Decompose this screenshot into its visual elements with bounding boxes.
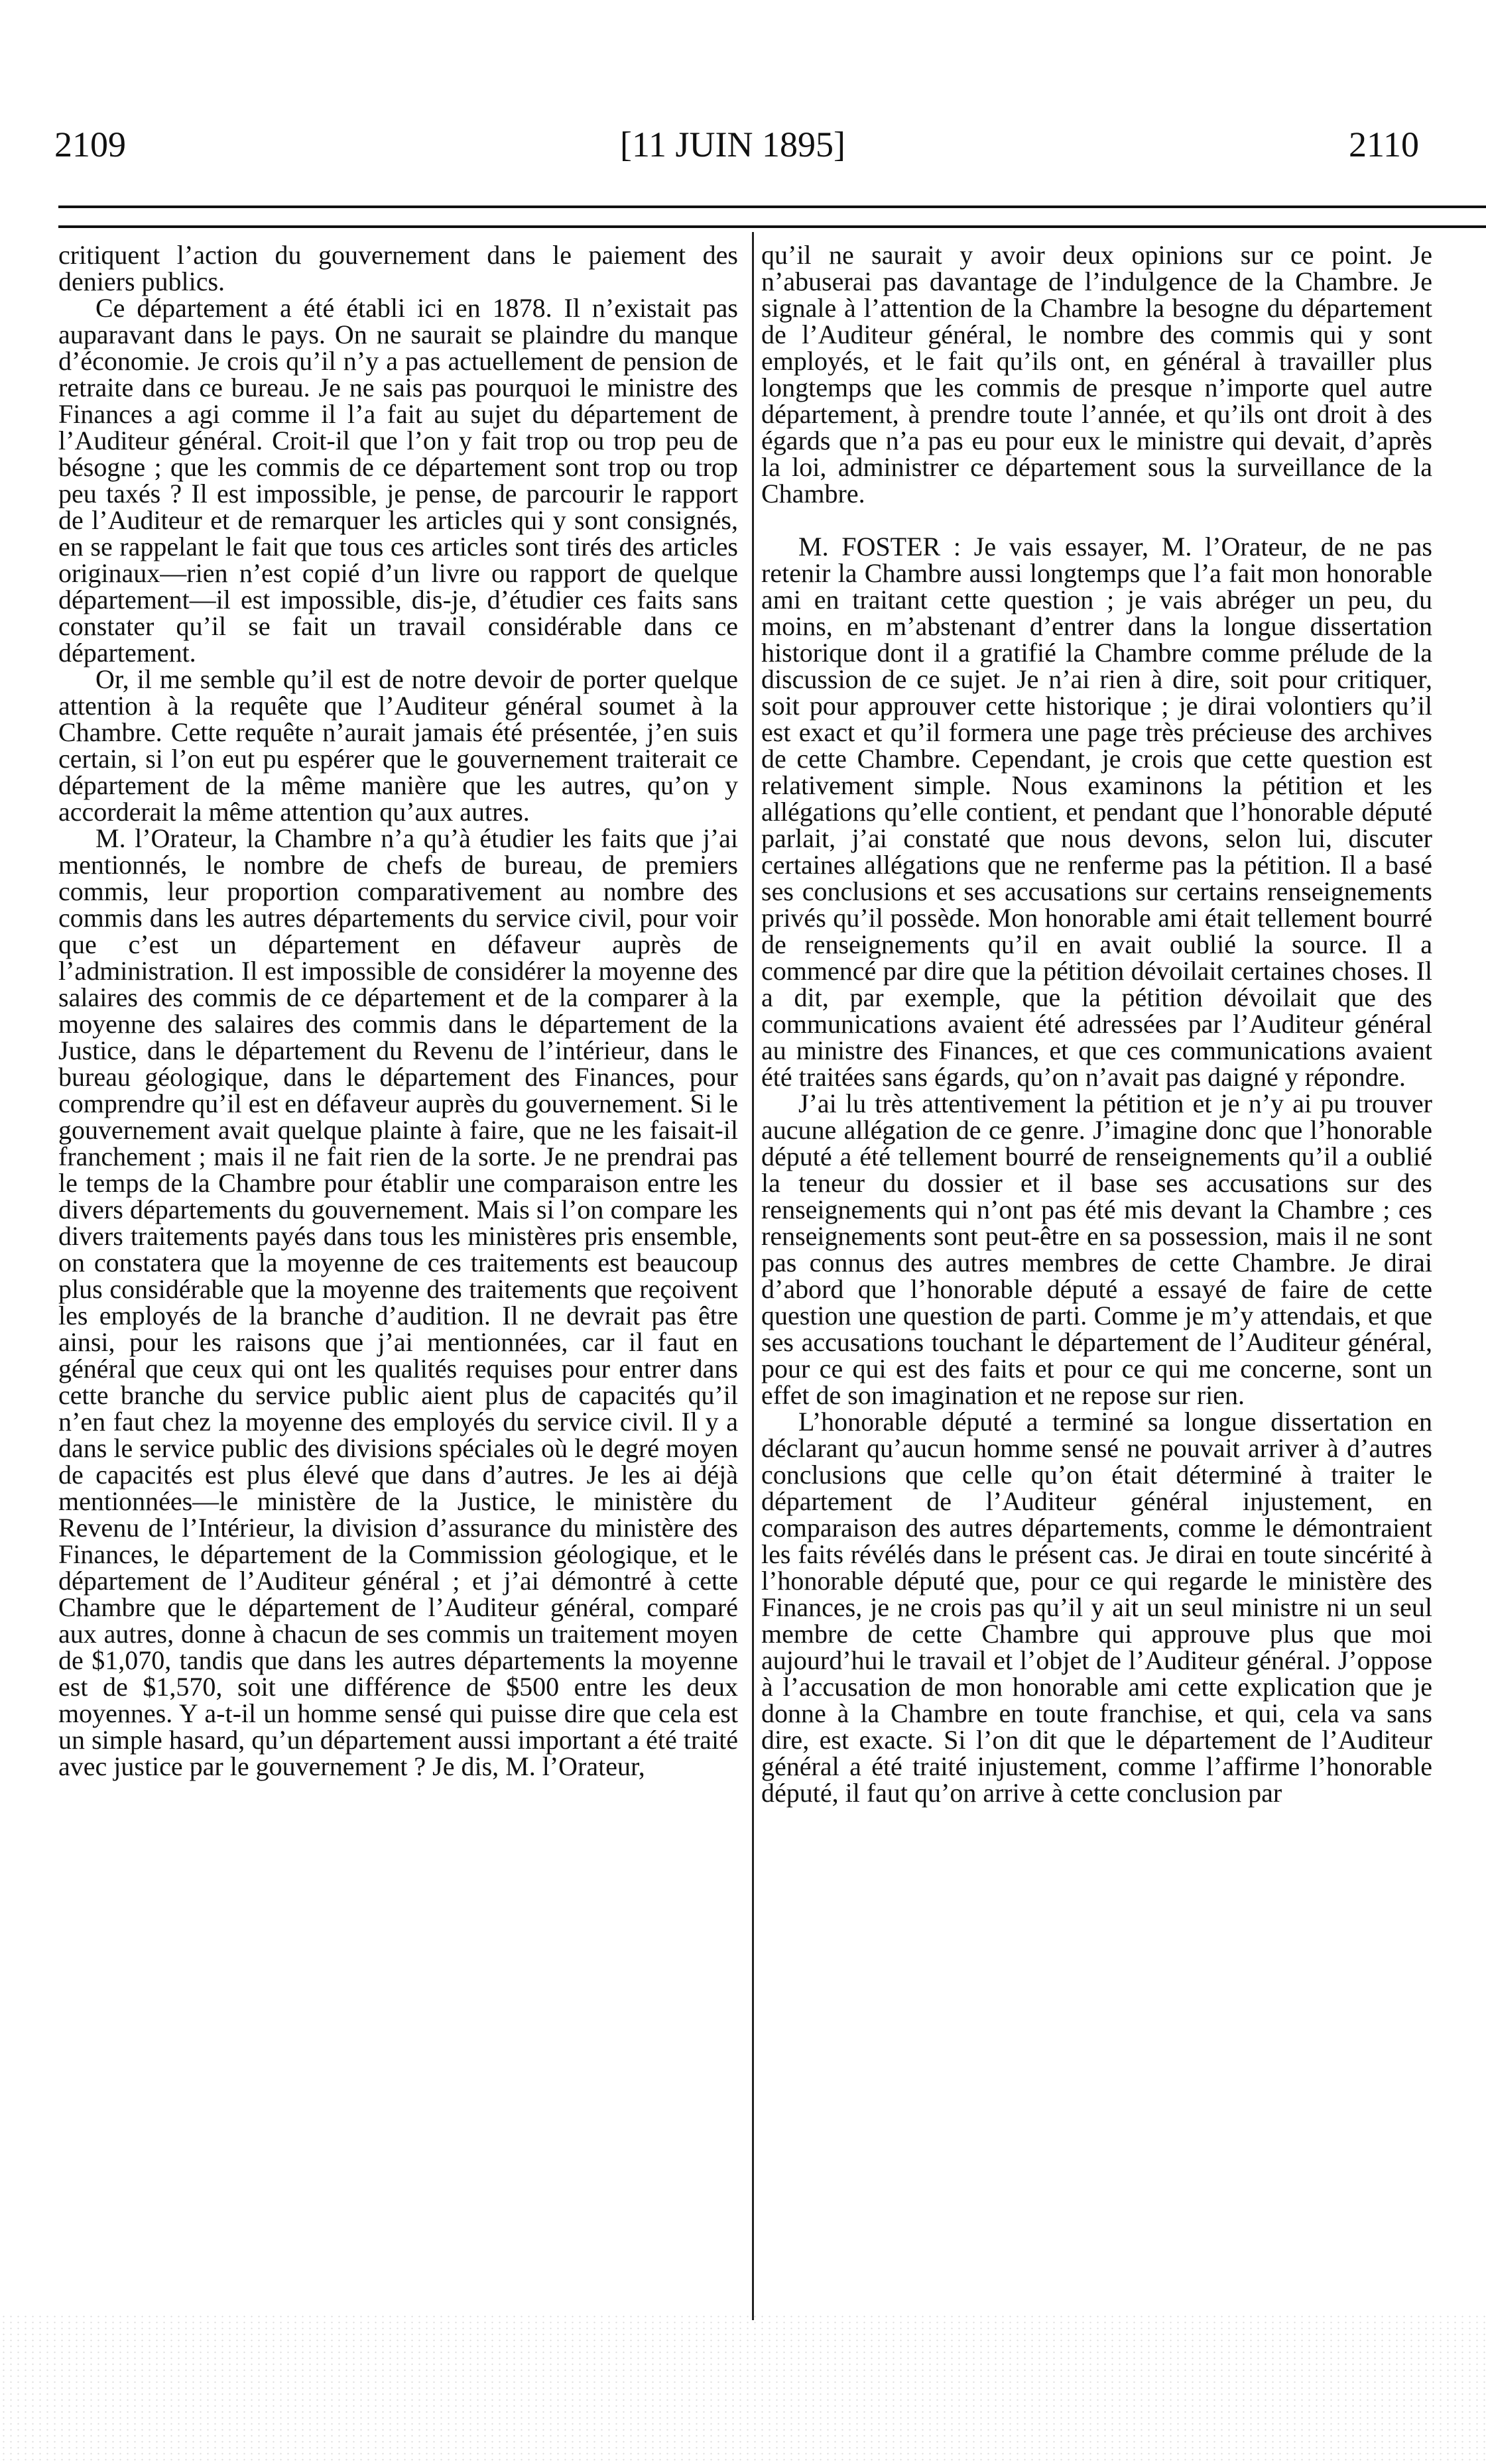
left-paragraph-4: M. l’Orateur, la Chambre n’a qu’à étudier les faits que j’ai mentionnés, le nombre de chefs de bureau, de premiers commis, leur proportion comparativement au nombre des commis dans les autres départements du service civil, pour voir que c’est un département en défaveur auprès de l’administration. Il est impossible de considérer la moyenne des salaires des commis de ce département et de la comparer à la moyenne des salaires des commis dans le département de la Justice, dans le département du Revenu de l’intérieur, dans le bureau géologique, dans le département des Finances, pour comprendre qu’il est en défaveur auprès du gouvernement. Si le gouvernement avait quelque plainte à faire, que ne les faisait-il franchement ; mais il ne fait rien de la sorte. Je ne prendrai pas le temps de la Chambre pour établir une comparaison entre les divers départements du gouvernement. Mais si l’on compare les divers traitements payés dans tous les ministères pris ensemble, on constatera que la moyenne de ces traitements est beaucoup plus considérable que la moyenne des traitements que reçoivent les employés de la branche d’audition. Il ne devrait pas être ainsi, pour les raisons que j’ai mentionnées, car il faut en général que ceux qui ont les qualités requises pour entrer dans cette branche du service public aient plus de capacités qu’il n’en faut chez la moyenne des employés du service civil. Il y a dans le service public des divisions spéciales où le degré moyen de capacités est plus élevé que dans d’autres. Je les ai déjà mentionnées—le ministère de la Justice, le ministère du Revenu de l’Intérieur, la division d’assurance du ministère des Finances, le département de la Commission géologique, et le département de l’Auditeur général ; et j’ai démontré à cette Chambre que le département de l’Auditeur général, comparé aux autres, donne à chacun de ses commis un traitement moyen de $1,070, tandis que dans les autres départements la moyenne est de $1,570, soit une différence de $500 entre les deux moyennes. Y a-t-il un homme sensé qui puisse dire que cela est un simple hasard, qu’un département aussi important a été traité avec justice par le gouvernement ? Je dis, M. l’Orateur,: [58, 823, 738, 1781]
left-paragraph-1: critiquent l’action du gouvernement dans le paiement des deniers publics.: [58, 240, 738, 296]
scan-noise: [0, 2314, 1486, 2464]
right-paragraph-4: L’honorable député a terminé sa longue dissertation en déclarant qu’aucun homme sensé ne pouvait arriver à d’autres conclusions que celle qu’on était déterminé à traiter le département de l’Auditeur général injustement, en comparaison des autres départements, comme le démontraient les faits révélés dans le présent cas. Je dirai en toute sincérité à l’honorable député que, pour ce qui regarde le ministère des Finances, je ne crois pas qu’il y ait un seul ministre ni un seul membre de cette Chambre qui approuve plus que moi aujourd’hui le travail et l’objet de l’Auditeur général. J’oppose à l’accusation de mon honorable ami cette explication que je donne à la Chambre en toute franchise, et qui, cela va sans dire, est exacte. Si l’on dit que le département de l’Auditeur général a été traité injustement, comme l’affirme l’honorable député, il faut qu’on arrive à cette conclusion par: [761, 1407, 1432, 1808]
right-paragraph-1: qu’il ne saurait y avoir deux opinions sur ce point. Je n’abuserai pas davantage de l’indulgence de la Chambre. Je signale à l’attention de la Chambre la besogne du département de l’Auditeur général, le nombre des commis qui y sont employés, et le fait qu’ils ont, en général à travailler plus longtemps que les commis de presque n’importe quel autre département, à prendre toute l’année, et qu’ils ont droit à des égards que n’a pas eu pour eux le ministre qui devait, d’après la loi, administrer ce département sous la surveillance de la Chambre.: [761, 240, 1432, 508]
column-divider: [752, 232, 754, 2320]
left-paragraph-3: Or, il me semble qu’il est de notre devoir de porter quelque attention à la requête que l’Auditeur général soumet à la Chambre. Cette requête n’aurait jamais été présentée, j’en suis certain, si l’on eut pu espérer que le gouvernement traiterait ce département de la même manière que les autres, qu’on y accorderait la même attention qu’aux autres.: [58, 664, 738, 827]
header-rule-bottom: [58, 225, 1486, 228]
speaker-name: M. FOSTER: [798, 532, 941, 561]
page-number-right: 2110: [1349, 125, 1419, 164]
page-header: [46, 118, 1419, 171]
right-column: [761, 242, 1432, 1806]
header-rule-top: [58, 205, 1486, 208]
date-heading: [11 JUIN 1895]: [620, 125, 845, 164]
foster-speech: [761, 534, 1432, 1090]
foster-speech-text: : Je vais essayer, M. l’Orateur, de ne pas retenir la Chambre aussi longtemps que l’a fait mon honorable ami en traitant cette question ; je vais abréger un peu, du moins, en m’abstenant d’entrer dans la longue dissertation historique dont il a gratifié la Chambre comme prélude de la discussion de ce sujet. Je n’ai rien à dire, soit pour critiquer, soit pour approuver cette historique ; je dirai volontiers qu’il est exact et qu’il formera une page très précieuse des archives de cette Chambre. Cependant, je crois que cette question est relativement simple. Nous examinons la pétition et les allégations qu’elle contient, et pendant que l’honorable député parlait, j’ai constaté que nous devons, selon lui, discuter certaines allégations que ne renferme pas la pétition. Il a basé ses conclusions et ses accusations sur certains renseignements privés qu’il possède. Mon honorable ami était tellement bourré de renseignements qu’il en avait oublié la source. Il a commencé par dire que la pétition dévoilait certaines choses. Il a dit, par exemple, que la pétition dévoilait que des communications avaient été adressées par l’Auditeur général au ministre des Finances, et que ces communications avaient été traitées sans égards, qu’on n’avait pas daigné y répondre.: [761, 532, 1433, 1092]
right-paragraph-3: J’ai lu très attentivement la pétition et je n’y ai pu trouver aucune allégation de ce genre. J’imagine donc que l’honorable député a été tellement bourré de renseignements qu’il a oublié la teneur du dossier et il base ses accusations sur des renseignements qui n’ont pas été mis devant la Chambre ; ces renseignements sont peut-être en sa possession, mais il ne sont pas connus des autres membres de cette Chambre. Je dirai d’abord que l’honorable député a essayé de faire de cette question une question de parti. Comme je m’y attendais, et que ses accusations touchant le département de l’Auditeur général, pour ce qui est des faits et pour ce qui me concerne, sont un effet de son imagination et ne repose sur rien.: [761, 1088, 1432, 1410]
left-column: [58, 242, 738, 1780]
page-number-left: 2109: [54, 125, 126, 164]
left-paragraph-2: Ce département a été établi ici en 1878. Il n’existait pas auparavant dans le pays. On ne saurait se plaindre du manque d’économie. Je crois qu’il n’y a pas actuellement de pension de retraite dans ce bureau. Je ne sais pas pourquoi le ministre des Finances a agi comme il l’a fait au sujet du département de l’Auditeur général. Croit-il que l’on y fait trop ou trop peu de bésogne ; que les commis de ce département sont trop ou trop peu taxés ? Il est impossible, je pense, de parcourir le rapport de l’Auditeur et de remarquer les articles qui y sont consignés, en se rappelant le fait que tous ces articles sont tirés des articles originaux—rien n’est copié d’un livre ou rapport de quelque département—il est impossible, dis-je, d’étudier ces faits sans constater qu’il se fait un travail considérable dans ce département.: [58, 293, 738, 668]
